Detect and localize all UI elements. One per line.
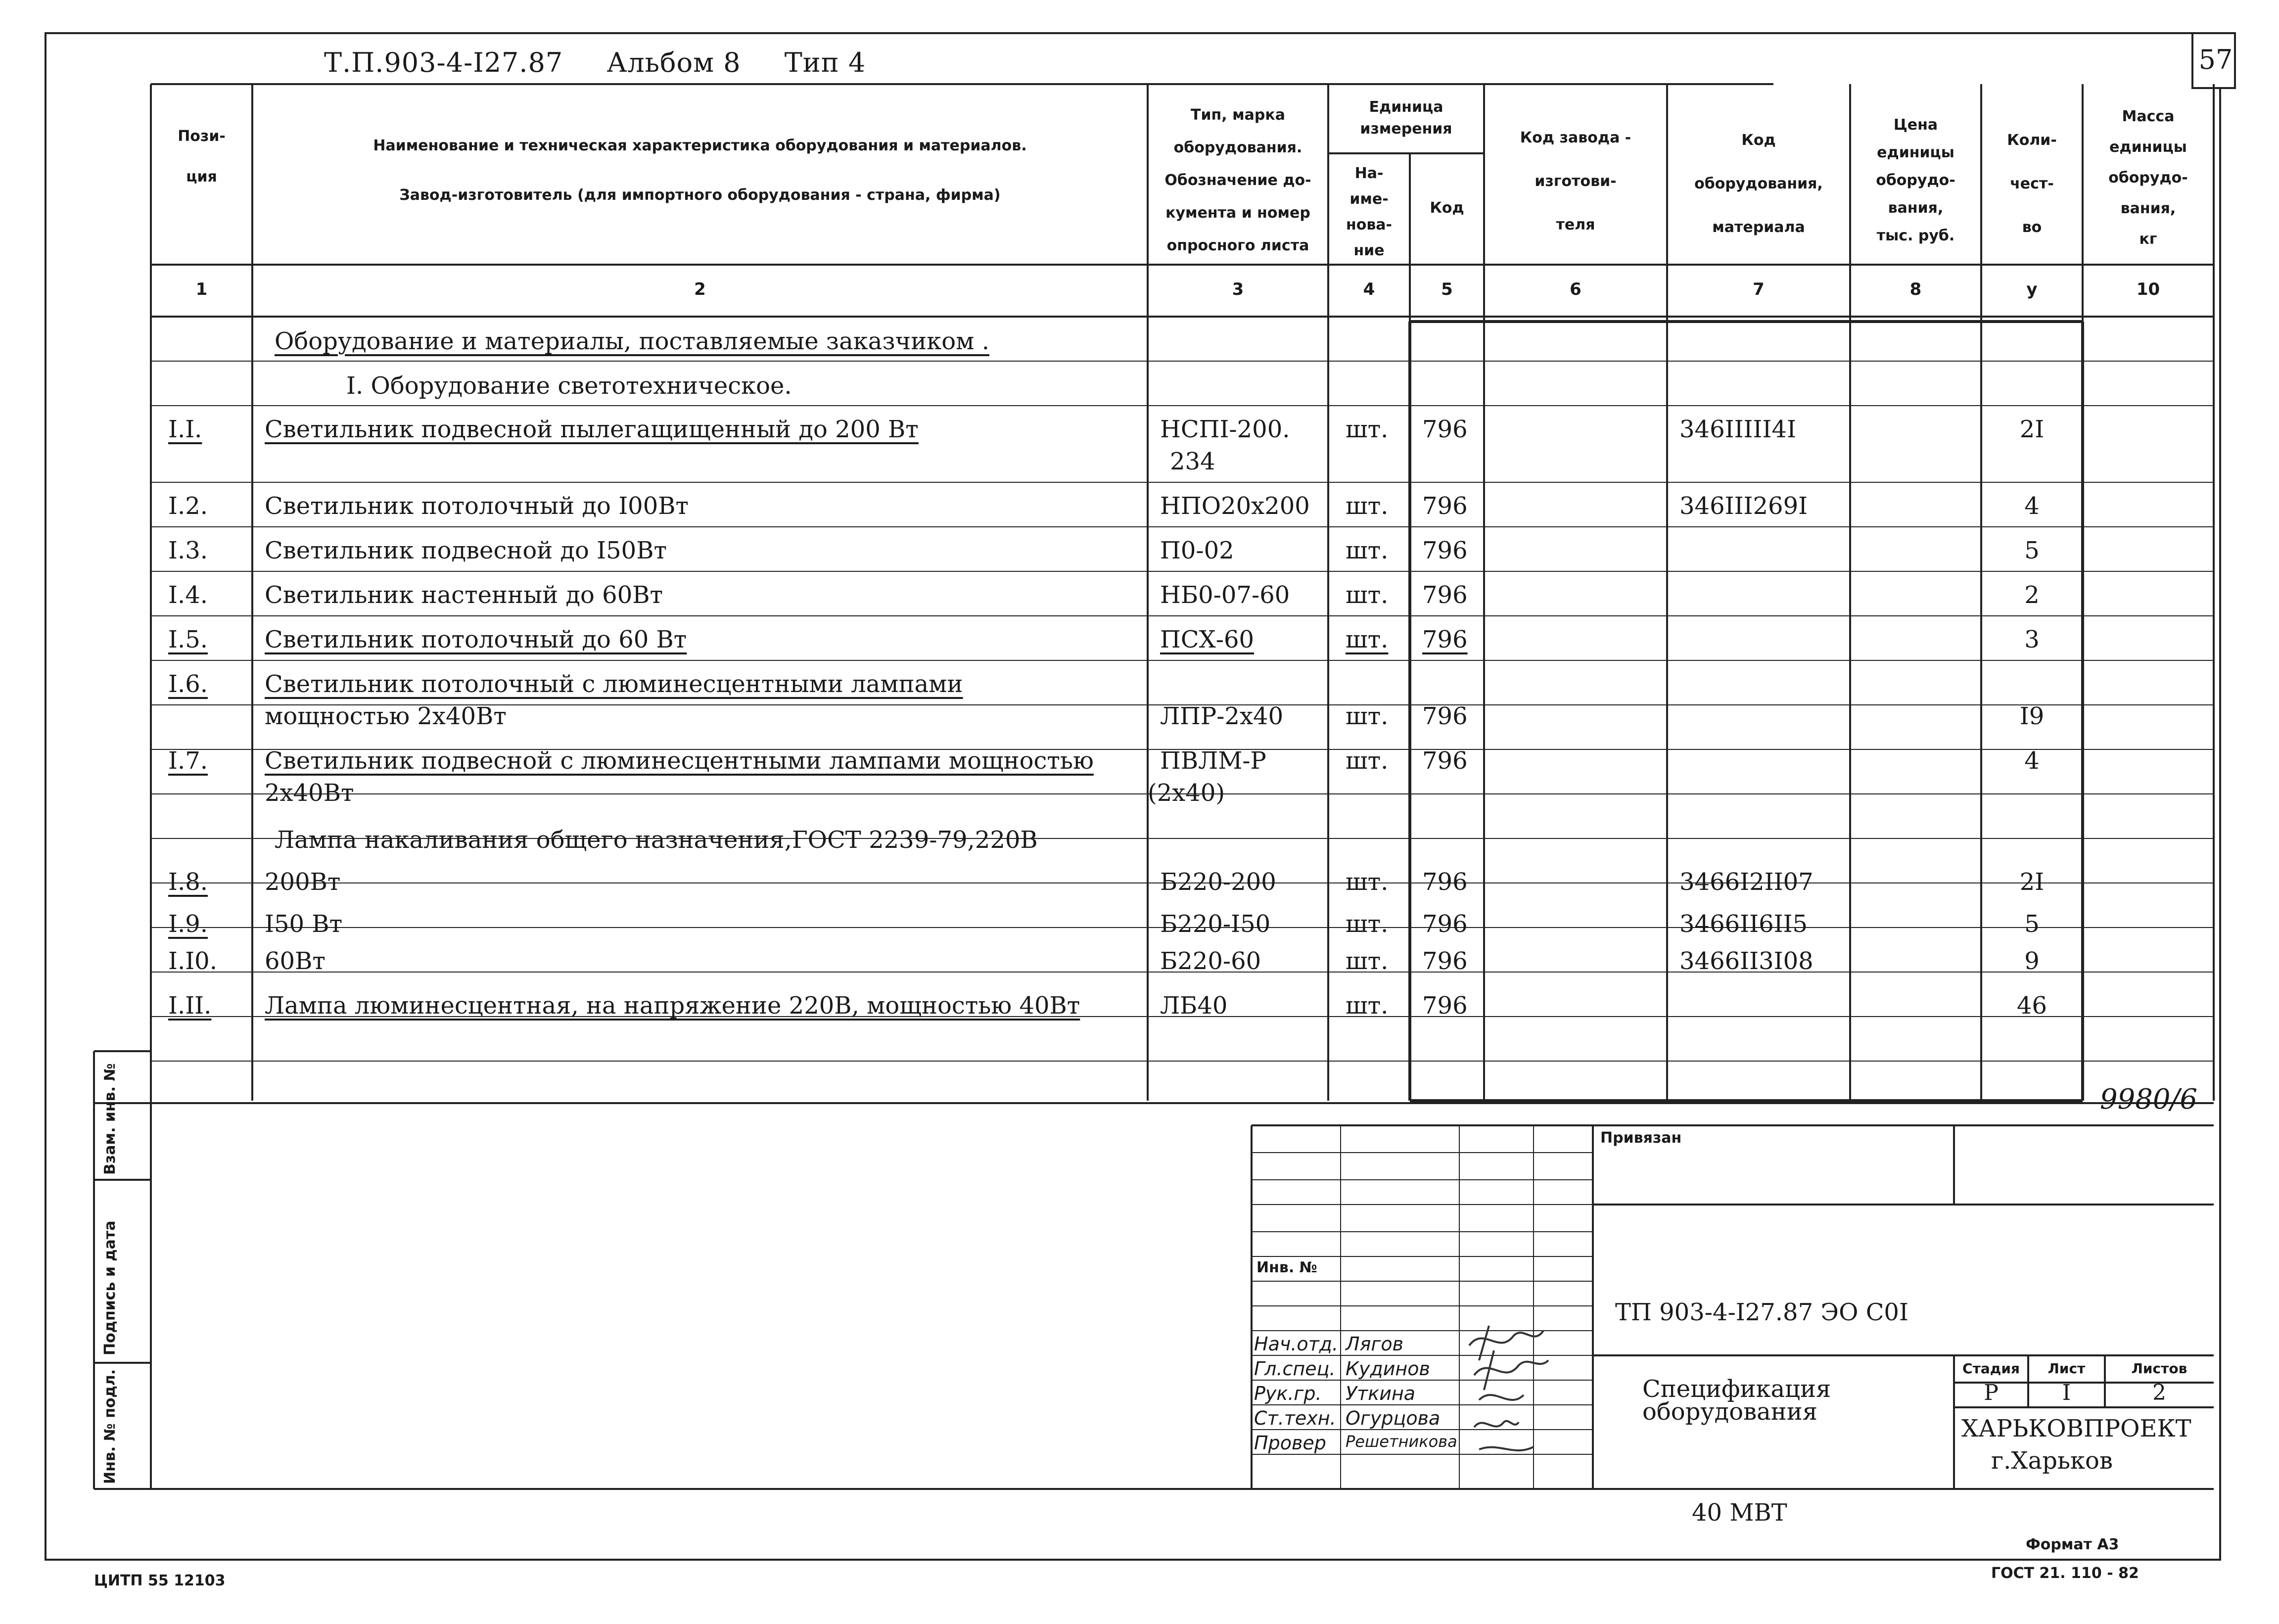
row-unit-code: 796 [1422, 416, 1468, 443]
row-unit: шт. [1346, 992, 1389, 1020]
row-name: Светильник потолочный до I00Вт [265, 492, 689, 520]
col-number: 3 [1232, 279, 1244, 299]
row-material-code: 3466II3I08 [1679, 947, 1814, 975]
row-unit-code: 796 [1422, 492, 1468, 520]
signature-role: Рук.гр. [1254, 1383, 1322, 1404]
row-unit-code: 796 [1422, 581, 1468, 609]
row-type: НБ0-07-60 [1160, 581, 1290, 609]
col-header-unit: Единица измерения [1360, 98, 1452, 138]
col-header-mass: Масса единицы оборудо- вания, кг [2108, 108, 2188, 248]
row-type: Б220-I50 [1160, 910, 1271, 938]
col-header-unit-code: Код [1430, 199, 1464, 217]
type-label: Тип 4 [784, 47, 866, 78]
row-position: I.I0. [168, 947, 217, 975]
row-name: 60Вт [265, 947, 326, 975]
row-position: I.I. [168, 416, 202, 443]
col-header-price: Цена единицы оборудо- вания, тыс. руб. [1876, 116, 1955, 244]
organization-name: ХАРЬКОВПРОЕКТ [1961, 1415, 2191, 1442]
row-type: Б220-200 [1160, 868, 1276, 896]
row-unit-code: 796 [1422, 947, 1468, 975]
row-name: Светильник подвесной до I50Вт [265, 537, 667, 564]
doc-code-titleblock: ТП 903-4-I27.87 ЭО С0I [1615, 1299, 1908, 1326]
sheet-value: I [2062, 1380, 2071, 1405]
col-number: 5 [1441, 279, 1453, 299]
row-quantity: 5 [2024, 910, 2040, 938]
section-title-main: Оборудование и материалы, поставляемые заказчиком . [275, 327, 989, 355]
album-label: Альбом 8 [606, 47, 741, 78]
col-header-factory-code: Код завода - изготови- теля [1520, 129, 1631, 233]
handwritten-signatures [1459, 1316, 1558, 1489]
signature-name: Решетникова [1346, 1432, 1457, 1451]
row-unit: шт. [1346, 910, 1389, 938]
sheets-value: 2 [2152, 1380, 2166, 1405]
col-header-name: Наименование и техническая характеристика оборудования и материалов. Завод-изготовитель (для импортного оборудования - страна, фирма) [373, 137, 1027, 204]
row-unit-code: 796 [1422, 626, 1468, 653]
footer-mvt: 40 МВТ [1692, 1499, 1787, 1527]
row-unit: шт. [1346, 947, 1389, 975]
row-position: I.5. [168, 626, 208, 653]
row-position: I.6. [168, 670, 208, 698]
section-title-lamps: Лампа накаливания общего назначения,ГОСТ 2239-79,220В [275, 826, 1038, 854]
row-type: П0-02 [1160, 537, 1234, 564]
row-name: Светильник подвесной пылегащищенный до 200 Вт [265, 416, 919, 443]
footer-format: Формат А3 [2026, 1536, 2119, 1553]
row-name: Лампа люминесцентная, на напряжение 220В, мощностью 40Вт [265, 992, 1080, 1020]
col-number: 4 [1363, 279, 1375, 299]
stage-value: Р [1984, 1380, 1999, 1405]
inventory-number: 9980/6 [2100, 1083, 2198, 1115]
row-name-continued: мощностью 2х40Вт [265, 702, 507, 730]
col-header-quantity: Коли- чест- во [2007, 132, 2057, 236]
row-quantity: 9 [2024, 947, 2040, 975]
col-header-type: Тип, марка оборудования. Обозначение до- кумента и номер опросного листа [1164, 106, 1311, 254]
col-number: 10 [2136, 279, 2160, 299]
row-position: I.7. [168, 747, 208, 775]
row-type-continued: (2х40) [1148, 779, 1225, 807]
row-quantity: 4 [2024, 747, 2040, 775]
row-type: ЛПР-2х40 [1160, 702, 1284, 730]
organization-city: г.Харьков [1991, 1447, 2113, 1475]
row-unit: шт. [1346, 747, 1389, 775]
row-material-code: 3466II6II5 [1679, 910, 1808, 938]
row-unit-code: 796 [1422, 537, 1468, 564]
col-number: 1 [195, 279, 208, 299]
signature-name: Лягов [1346, 1333, 1404, 1355]
row-type: НПО20х200 [1160, 492, 1310, 520]
row-name: Светильник потолочный с люминесцентными лампами [265, 670, 963, 698]
col-number: 2 [694, 279, 706, 299]
doc-code: Т.П.903-4-I27.87 [324, 47, 563, 78]
row-type: ПСХ-60 [1160, 626, 1255, 653]
row-name: Светильник настенный до 60Вт [265, 581, 663, 609]
row-quantity: 46 [2016, 992, 2047, 1020]
col-number: 7 [1753, 279, 1765, 299]
signature-role: Гл.спец. [1254, 1358, 1336, 1380]
bound-label: Привязан [1600, 1129, 1682, 1147]
sheet-label: Лист [2047, 1360, 2086, 1377]
col-number: у [2026, 279, 2038, 299]
row-position: I.4. [168, 581, 208, 609]
row-quantity: 2 [2024, 581, 2040, 609]
row-unit-code: 796 [1422, 992, 1468, 1020]
signature-name: Кудинов [1346, 1358, 1430, 1380]
row-quantity: I9 [2019, 702, 2045, 730]
row-position: I.8. [168, 868, 208, 896]
row-unit: шт. [1346, 492, 1389, 520]
row-unit: шт. [1346, 868, 1389, 896]
row-material-code: 346III269I [1679, 492, 1808, 520]
stage-label: Стадия [1962, 1360, 2020, 1377]
col-number: 6 [1570, 279, 1581, 299]
signature-name: Огурцова [1346, 1407, 1441, 1429]
signature-role: Нач.отд. [1254, 1333, 1339, 1355]
row-unit-code: 796 [1422, 747, 1468, 775]
signature-role: Ст.техн. [1254, 1407, 1336, 1429]
signature-name: Уткина [1346, 1383, 1416, 1404]
row-unit-code: 796 [1422, 702, 1468, 730]
footer-gost: ГОСТ 21. 110 - 82 [1991, 1565, 2139, 1582]
row-unit-code: 796 [1422, 910, 1468, 938]
row-position: I.II. [168, 992, 212, 1020]
row-name: Светильник подвесной с люминесцентными лампами мощностью [265, 747, 1094, 775]
row-unit: шт. [1346, 626, 1389, 653]
row-type: ПВЛМ-Р [1160, 747, 1266, 775]
col-number: 8 [1909, 279, 1922, 299]
row-type: НСПI-200. [1160, 416, 1290, 443]
row-position: I.9. [168, 910, 208, 938]
row-type: ЛБ40 [1160, 992, 1228, 1020]
section-title-lighting: I. Оборудование светотехническое. [346, 372, 792, 400]
sheets-label: Листов [2131, 1360, 2187, 1377]
row-unit-code: 796 [1422, 868, 1468, 896]
row-position: I.2. [168, 492, 208, 520]
row-name: Светильник потолочный до 60 Вт [265, 626, 687, 653]
row-quantity: 4 [2024, 492, 2040, 520]
document-title: Спецификация оборудования [1642, 1375, 1831, 1426]
side-label-original-inventory: Инв. № подл. [101, 1369, 119, 1484]
col-header-material-code: Код оборудования, материала [1694, 132, 1823, 236]
row-quantity: 2I [2019, 416, 2045, 443]
row-material-code: 3466I2II07 [1679, 868, 1814, 896]
row-unit: шт. [1346, 702, 1389, 730]
row-quantity: 2I [2019, 868, 2045, 896]
row-position: I.3. [168, 537, 208, 564]
row-quantity: 5 [2024, 537, 2040, 564]
row-type: Б220-60 [1160, 947, 1261, 975]
footer-citp: ЦИТП 55 12103 [94, 1572, 226, 1589]
side-label-replacement-inventory: Взам. инв. № [101, 1063, 119, 1175]
col-header-position: Пози- ция [178, 128, 226, 186]
col-header-unit-name: На- име- нова- ние [1346, 165, 1393, 259]
row-type-continued: 234 [1170, 448, 1215, 475]
sheet-number: 57 [2198, 44, 2233, 75]
row-unit: шт. [1346, 537, 1389, 564]
row-material-code: 346IIIII4I [1679, 416, 1796, 443]
row-quantity: 3 [2024, 626, 2040, 653]
side-label-signature-date: Подпись и дата [101, 1220, 119, 1355]
row-name-continued: 2х40Вт [265, 779, 354, 807]
row-unit: шт. [1346, 581, 1389, 609]
signature-role: Провер [1254, 1432, 1326, 1454]
inventory-label: Инв. № [1256, 1259, 1317, 1276]
row-name: I50 Вт [265, 910, 343, 938]
row-name: 200Вт [265, 868, 341, 896]
